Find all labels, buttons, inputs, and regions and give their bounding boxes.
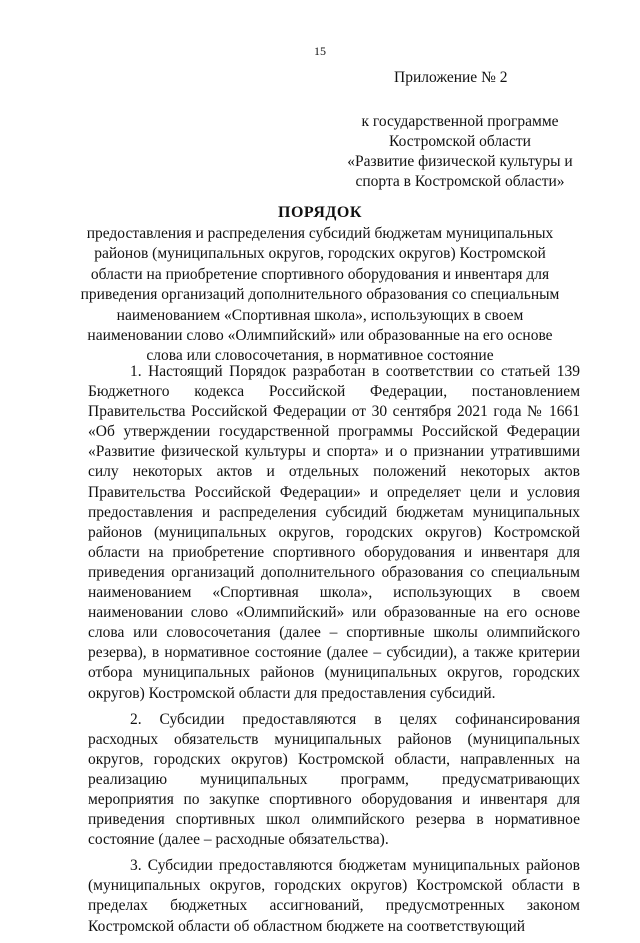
subtitle-line: наименованием «Спортивная школа», использующих в своем xyxy=(116,306,524,324)
subtitle-line: наименовании слово «Олимпийский» или образованные на его основе xyxy=(87,327,553,345)
appendix-reference-line: «Развитие физической культуры и xyxy=(347,153,573,170)
appendix-reference-line: Костромской области xyxy=(389,133,531,150)
subtitle-line: предоставления и распределения субсидий бюджетам муниципальных xyxy=(86,225,554,242)
subtitle-line: слова или словосочетания, в нормативное состояние xyxy=(146,347,494,365)
subtitle-line: приведения организаций дополнительного образования со специальным xyxy=(80,286,560,304)
paragraph-3: 3. Субсидии предоставляются бюджетам муниципальных районов (муниципальных округов, городских округов) Костромской области в пределах бюджетных ассигнований, предусмотренных законом Костромской области об областном бюджете на соответствующий xyxy=(88,857,580,935)
paragraph-2: 2. Субсидии предоставляются в целях софинансирования расходных обязательств муниципальных районов (муниципальных округов, городских округов) Костромской области, направленных на реализацию муниципальных программ, предусматривающих мероприятия по закупке спортивного оборудования и инвентаря для приведения спортивных школ олимпийского резерва в нормативное состояние (далее – расходные обязательства). xyxy=(88,710,580,849)
page-number: 15 xyxy=(314,44,326,58)
document-body xyxy=(88,362,580,943)
subtitle-line: районов (муниципальных округов, городских округов) Костромской xyxy=(94,245,546,263)
appendix-reference xyxy=(340,112,580,192)
subtitle-line: области на приобретение спортивного оборудования и инвентаря для xyxy=(90,265,550,283)
appendix-title: Приложение № 2 xyxy=(394,69,508,86)
document-subtitle xyxy=(60,224,580,367)
appendix-reference-line: к государственной программе xyxy=(361,113,559,130)
appendix-reference-line: спорта в Костромской области» xyxy=(355,173,565,190)
paragraph-1: 1. Настоящий Порядок разработан в соответствии со статьей 139 Бюджетного кодекса Российской Федерации, постановлением Правительства Российской Федерации от 30 сентября 2021 года № 1661 «Об утверждении государственной программы Российской Федерации «Развитие физической культуры и спорта» и о признании утратившими силу некоторых актов и отдельных положений некоторых актов Правительства Российской Федерации» и определяет цели и условия предоставления и распределения субсидий бюджетам муниципальных районов (муниципальных округов, городских округов) Костромской области на приобретение спортивного оборудования и инвентаря для приведения организаций дополнительного образования со специальным наименованием «Спортивная школа», использующих в своем наименовании слово «Олимпийский» или образованные на его основе слова или словосочетания (далее – спортивные школы олимпийского резерва), в нормативное состояние (далее – субсидии), а также критерии отбора муниципальных районов (муниципальных округов, городских округов) Костромской области для предоставления субсидий. xyxy=(88,363,580,702)
document-title: ПОРЯДОК xyxy=(278,204,362,221)
